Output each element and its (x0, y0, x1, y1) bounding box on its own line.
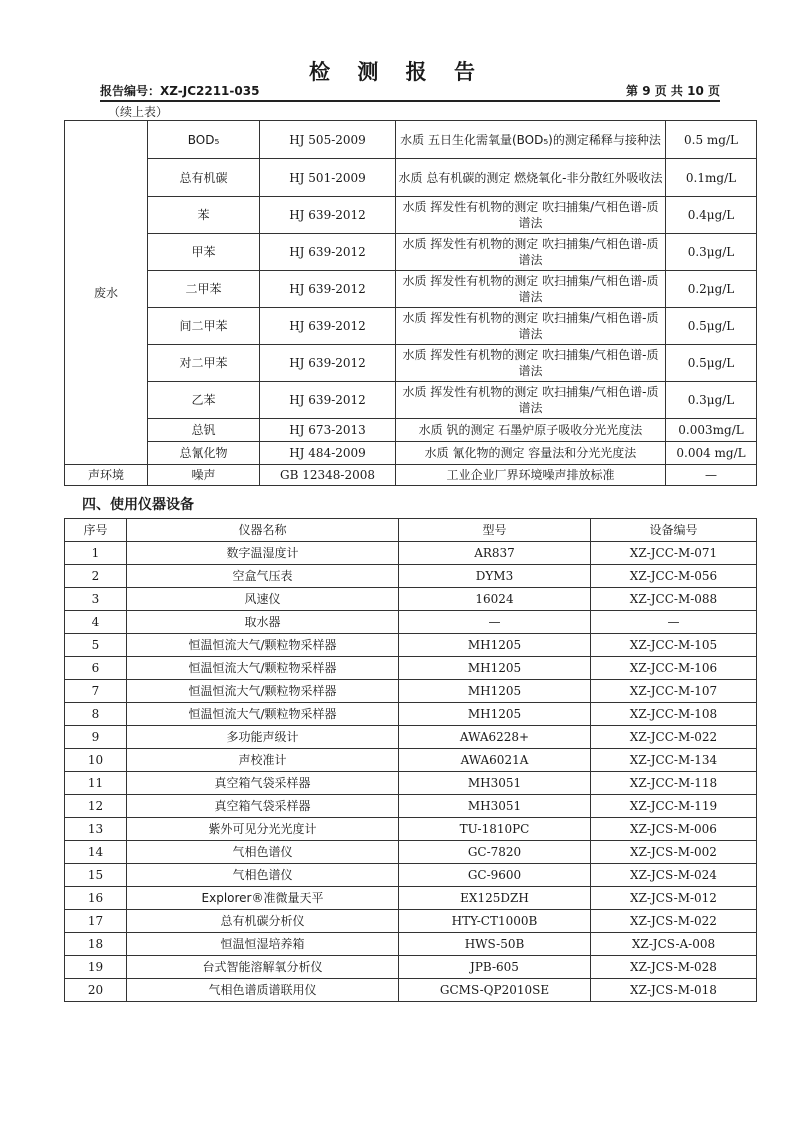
instrument-name-cell: 数字温湿度计 (127, 542, 399, 565)
device-id-cell: XZ-JCS-M-002 (591, 841, 757, 864)
standard-cell: HJ 639-2012 (260, 197, 396, 234)
model-cell: DYM3 (399, 565, 591, 588)
equipment-row (65, 588, 757, 611)
equipment-row (65, 795, 757, 818)
model-cell: AWA6228+ (399, 726, 591, 749)
instrument-name-cell: 紫外可见分光光度计 (127, 818, 399, 841)
equipment-row (65, 933, 757, 956)
item-cell: 苯 (148, 197, 260, 234)
item-cell: 二甲苯 (148, 271, 260, 308)
model-cell: MH1205 (399, 657, 591, 680)
seq-cell: 3 (65, 588, 127, 611)
model-cell: MH1205 (399, 680, 591, 703)
model-cell: HWS-50B (399, 933, 591, 956)
method-row (65, 442, 757, 465)
report-number: 报告编号：XZ-JC2211-035 (100, 84, 260, 98)
instrument-name-cell: 气相色谱仪 (127, 841, 399, 864)
seq-cell: 13 (65, 818, 127, 841)
device-id-cell: XZ-JCS-M-006 (591, 818, 757, 841)
page-number: 第 9 页 共 10 页 (626, 84, 720, 98)
seq-cell: 14 (65, 841, 127, 864)
item-cell: 对二甲苯 (148, 345, 260, 382)
instrument-name-cell: 恒温恒流大气/颗粒物采样器 (127, 634, 399, 657)
equipment-row (65, 680, 757, 703)
model-cell: GC-7820 (399, 841, 591, 864)
seq-cell: 15 (65, 864, 127, 887)
standard-cell: HJ 639-2012 (260, 234, 396, 271)
equipment-row (65, 956, 757, 979)
model-cell: AWA6021A (399, 749, 591, 772)
limit-cell: 0.5μg/L (666, 308, 757, 345)
equipment-row (65, 565, 757, 588)
standard-cell: HJ 673-2013 (260, 419, 396, 442)
section-title: 四、使用仪器设备 (82, 497, 194, 513)
method-row (65, 345, 757, 382)
device-id-cell: XZ-JCC-M-119 (591, 795, 757, 818)
method-cell: 水质 挥发性有机物的测定 吹扫捕集/气相色谱-质谱法 (396, 234, 666, 271)
instrument-name-cell: Explorer®准微量天平 (127, 887, 399, 910)
method-table (64, 120, 757, 486)
device-id-cell: XZ-JCS-M-012 (591, 887, 757, 910)
equipment-row (65, 772, 757, 795)
device-id-cell: XZ-JCC-M-108 (591, 703, 757, 726)
limit-cell: 0.3μg/L (666, 382, 757, 419)
method-row (65, 382, 757, 419)
item-cell: 总有机碳 (148, 159, 260, 197)
instrument-name-cell: 真空箱气袋采样器 (127, 772, 399, 795)
model-cell: GC-9600 (399, 864, 591, 887)
equipment-row (65, 887, 757, 910)
instrument-name-cell: 气相色谱仪 (127, 864, 399, 887)
model-cell: MH1205 (399, 703, 591, 726)
item-cell: 总钒 (148, 419, 260, 442)
model-cell: MH3051 (399, 772, 591, 795)
equipment-table (64, 518, 757, 1002)
standard-cell: HJ 505-2009 (260, 121, 396, 159)
method-cell: 水质 挥发性有机物的测定 吹扫捕集/气相色谱-质谱法 (396, 382, 666, 419)
seq-cell: 4 (65, 611, 127, 634)
method-cell: 水质 总有机碳的测定 燃烧氧化-非分散红外吸收法 (396, 159, 666, 197)
device-id-cell: XZ-JCC-M-088 (591, 588, 757, 611)
method-cell: 水质 氰化物的测定 容量法和分光光度法 (396, 442, 666, 465)
equipment-row (65, 726, 757, 749)
model-cell: MH3051 (399, 795, 591, 818)
seq-cell: 12 (65, 795, 127, 818)
item-cell: 噪声 (148, 465, 260, 486)
seq-cell: 5 (65, 634, 127, 657)
method-cell: 工业企业厂界环境噪声排放标准 (396, 465, 666, 486)
equipment-row (65, 818, 757, 841)
continued-note: （续上表） (108, 105, 169, 119)
seq-cell: 2 (65, 565, 127, 588)
instrument-name-cell: 多功能声级计 (127, 726, 399, 749)
seq-cell: 20 (65, 979, 127, 1002)
method-cell: 水质 挥发性有机物的测定 吹扫捕集/气相色谱-质谱法 (396, 345, 666, 382)
equipment-row (65, 841, 757, 864)
method-row (65, 121, 757, 159)
device-id-cell: — (591, 611, 757, 634)
method-cell: 水质 五日生化需氧量(BOD₅)的测定稀释与接种法 (396, 121, 666, 159)
seq-cell: 7 (65, 680, 127, 703)
device-id-cell: XZ-JCC-M-106 (591, 657, 757, 680)
device-id-cell: XZ-JCC-M-118 (591, 772, 757, 795)
seq-cell: 1 (65, 542, 127, 565)
column-header: 序号 (65, 519, 127, 542)
seq-cell: 18 (65, 933, 127, 956)
method-row (65, 197, 757, 234)
report-header (100, 82, 720, 102)
limit-cell: 0.004 mg/L (666, 442, 757, 465)
limit-cell: 0.5μg/L (666, 345, 757, 382)
device-id-cell: XZ-JCC-M-105 (591, 634, 757, 657)
model-cell: AR837 (399, 542, 591, 565)
seq-cell: 17 (65, 910, 127, 933)
report-title: 检 测 报 告 (309, 60, 485, 84)
instrument-name-cell: 风速仪 (127, 588, 399, 611)
device-id-cell: XZ-JCS-M-024 (591, 864, 757, 887)
seq-cell: 19 (65, 956, 127, 979)
standard-cell: HJ 639-2012 (260, 308, 396, 345)
limit-cell: 0.2μg/L (666, 271, 757, 308)
item-cell: BOD₅ (148, 121, 260, 159)
instrument-name-cell: 恒温恒湿培养箱 (127, 933, 399, 956)
standard-cell: HJ 639-2012 (260, 345, 396, 382)
equipment-row (65, 703, 757, 726)
item-cell: 间二甲苯 (148, 308, 260, 345)
equipment-row (65, 634, 757, 657)
equipment-row (65, 910, 757, 933)
limit-cell: — (666, 465, 757, 486)
limit-cell: 0.1mg/L (666, 159, 757, 197)
equipment-row (65, 542, 757, 565)
seq-cell: 10 (65, 749, 127, 772)
device-id-cell: XZ-JCS-A-008 (591, 933, 757, 956)
standard-cell: GB 12348-2008 (260, 465, 396, 486)
device-id-cell: XZ-JCC-M-022 (591, 726, 757, 749)
item-cell: 乙苯 (148, 382, 260, 419)
equipment-row (65, 864, 757, 887)
method-row (65, 271, 757, 308)
device-id-cell: XZ-JCS-M-018 (591, 979, 757, 1002)
instrument-name-cell: 恒温恒流大气/颗粒物采样器 (127, 657, 399, 680)
instrument-name-cell: 台式智能溶解氧分析仪 (127, 956, 399, 979)
column-header: 仪器名称 (127, 519, 399, 542)
equipment-header-row (65, 519, 757, 542)
standard-cell: HJ 501-2009 (260, 159, 396, 197)
device-id-cell: XZ-JCC-M-056 (591, 565, 757, 588)
method-row (65, 308, 757, 345)
method-cell: 水质 钒的测定 石墨炉原子吸收分光光度法 (396, 419, 666, 442)
equipment-row (65, 611, 757, 634)
column-header: 设备编号 (591, 519, 757, 542)
equipment-row (65, 749, 757, 772)
instrument-name-cell: 取水器 (127, 611, 399, 634)
item-cell: 总氰化物 (148, 442, 260, 465)
seq-cell: 11 (65, 772, 127, 795)
instrument-name-cell: 恒温恒流大气/颗粒物采样器 (127, 680, 399, 703)
equipment-row (65, 979, 757, 1002)
device-id-cell: XZ-JCS-M-022 (591, 910, 757, 933)
column-header: 型号 (399, 519, 591, 542)
device-id-cell: XZ-JCS-M-028 (591, 956, 757, 979)
seq-cell: 8 (65, 703, 127, 726)
standard-cell: HJ 484-2009 (260, 442, 396, 465)
model-cell: — (399, 611, 591, 634)
limit-cell: 0.3μg/L (666, 234, 757, 271)
model-cell: 16024 (399, 588, 591, 611)
limit-cell: 0.5 mg/L (666, 121, 757, 159)
method-row (65, 465, 757, 486)
device-id-cell: XZ-JCC-M-107 (591, 680, 757, 703)
method-row (65, 234, 757, 271)
instrument-name-cell: 气相色谱质谱联用仪 (127, 979, 399, 1002)
method-cell: 水质 挥发性有机物的测定 吹扫捕集/气相色谱-质谱法 (396, 197, 666, 234)
method-cell: 水质 挥发性有机物的测定 吹扫捕集/气相色谱-质谱法 (396, 308, 666, 345)
device-id-cell: XZ-JCC-M-134 (591, 749, 757, 772)
seq-cell: 9 (65, 726, 127, 749)
model-cell: EX125DZH (399, 887, 591, 910)
model-cell: JPB-605 (399, 956, 591, 979)
device-id-cell: XZ-JCC-M-071 (591, 542, 757, 565)
equipment-row (65, 657, 757, 680)
model-cell: GCMS-QP2010SE (399, 979, 591, 1002)
model-cell: HTY-CT1000B (399, 910, 591, 933)
limit-cell: 0.003mg/L (666, 419, 757, 442)
standard-cell: HJ 639-2012 (260, 271, 396, 308)
instrument-name-cell: 真空箱气袋采样器 (127, 795, 399, 818)
category-cell: 声环境 (65, 465, 148, 486)
method-row (65, 159, 757, 197)
seq-cell: 6 (65, 657, 127, 680)
seq-cell: 16 (65, 887, 127, 910)
method-row (65, 419, 757, 442)
item-cell: 甲苯 (148, 234, 260, 271)
standard-cell: HJ 639-2012 (260, 382, 396, 419)
instrument-name-cell: 恒温恒流大气/颗粒物采样器 (127, 703, 399, 726)
instrument-name-cell: 总有机碳分析仪 (127, 910, 399, 933)
limit-cell: 0.4μg/L (666, 197, 757, 234)
instrument-name-cell: 空盒气压表 (127, 565, 399, 588)
category-cell: 废水 (65, 121, 148, 465)
model-cell: MH1205 (399, 634, 591, 657)
instrument-name-cell: 声校准计 (127, 749, 399, 772)
method-cell: 水质 挥发性有机物的测定 吹扫捕集/气相色谱-质谱法 (396, 271, 666, 308)
model-cell: TU-1810PC (399, 818, 591, 841)
